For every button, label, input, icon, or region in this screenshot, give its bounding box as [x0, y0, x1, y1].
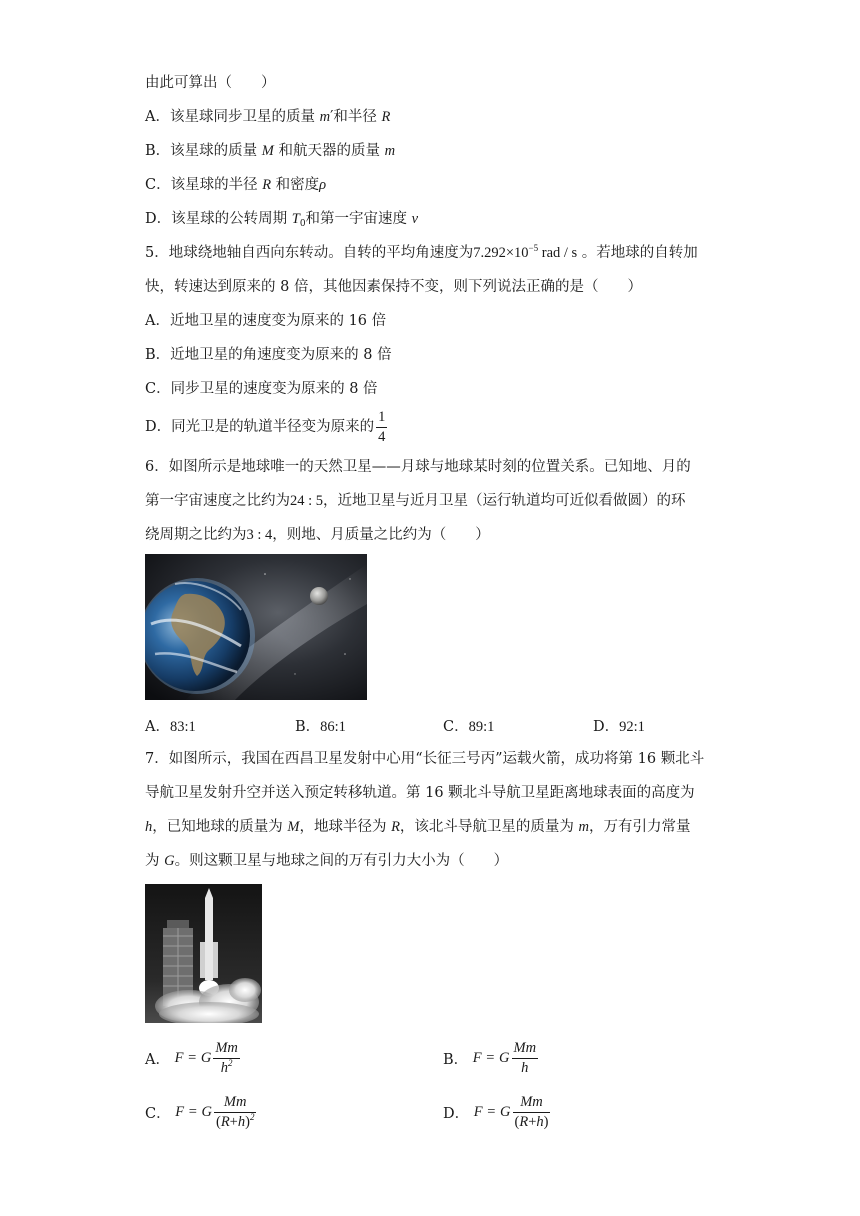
rocket-launch-illustration	[145, 884, 262, 1023]
q4-option-a[interactable]: A．该星球同步卫星的质量 m′和半径 R	[145, 109, 391, 125]
earth-moon-illustration	[145, 554, 367, 700]
q7-stem-line3: h，已知地球的质量为 M，地球半径为 R，该北斗导航卫星的质量为 m，万有引力常量	[145, 819, 691, 835]
q4-option-c[interactable]: C．该星球的半径 R 和密度ρ	[145, 177, 327, 193]
earth-moon-photo	[145, 554, 367, 700]
rocket-launch-photo	[145, 884, 262, 1023]
fraction-one-quarter: $\frac{1}{4}$	[378, 408, 386, 445]
q7-stem-line4: 为 G。则这颗卫星与地球之间的万有引力大小为（ ）	[145, 853, 509, 869]
q7-option-b[interactable]: B． F = G $\frac{Mm}{h}$	[443, 1040, 537, 1076]
q4-option-b[interactable]: B．该星球的质量 M 和航天器的质量 m	[145, 143, 396, 159]
q6-option-a[interactable]: A．83:1	[145, 719, 196, 735]
q6-option-c[interactable]: C．89:1	[443, 719, 495, 735]
q7-option-d[interactable]: D． F = G $\frac{Mm}{(R+h)}$	[443, 1094, 549, 1130]
q6-option-b[interactable]: B．86:1	[295, 719, 346, 735]
q5-stem-line1: 5．地球绕地轴自西向东转动。自转的平均角速度为$7.292\times 10^{-5}$ rad / s 。若地球的自转加	[145, 243, 698, 261]
q5-option-c[interactable]: C．同步卫星的速度变为原来的 8 倍	[145, 381, 378, 397]
q6-stem-line3: 绕周期之比约为3 : 4，则地、月质量之比约为（ ）	[145, 527, 490, 543]
q7-option-a[interactable]: A． F = G $\frac{Mm}{h^2}$	[145, 1040, 238, 1076]
q5-option-d[interactable]: D．同光卫是的轨道半径变为原来的 $\frac{1}{4}$	[145, 408, 386, 445]
q6-stem-line1: 6．如图所示是地球唯一的天然卫星——月球与地球某时刻的位置关系。已知地、月的	[145, 459, 691, 475]
q6-stem-line2: 第一宇宙速度之比约为24 : 5，近地卫星与近月卫星（运行轨道均可近似看做圆）的环	[145, 493, 686, 509]
q7-stem-line2: 导航卫星发射升空并送入预定转移轨道。第 16 颗北斗导航卫星距离地球表面的高度为	[145, 785, 695, 801]
q5-stem-line2: 快，转速达到原来的 8 倍，其他因素保持不变，则下列说法正确的是（ ）	[145, 279, 642, 295]
q7-stem-line1: 7．如图所示，我国在西昌卫星发射中心用“长征三号丙”运载火箭，成功将第 16 颗北斗	[145, 751, 705, 767]
q4-stem-tail: 由此可算出（ ）	[145, 75, 276, 91]
q5-option-a[interactable]: A．近地卫星的速度变为原来的 16 倍	[145, 313, 387, 329]
q4-option-d[interactable]: D．该星球的公转周期 $T_0$和第一宇宙速度 v	[145, 211, 419, 229]
q6-option-d[interactable]: D．92:1	[593, 719, 645, 735]
q7-option-c[interactable]: C． F = G $\frac{Mm}{(R+h)^2}$	[145, 1094, 255, 1130]
q5-option-b[interactable]: B．近地卫星的角速度变为原来的 8 倍	[145, 347, 392, 363]
